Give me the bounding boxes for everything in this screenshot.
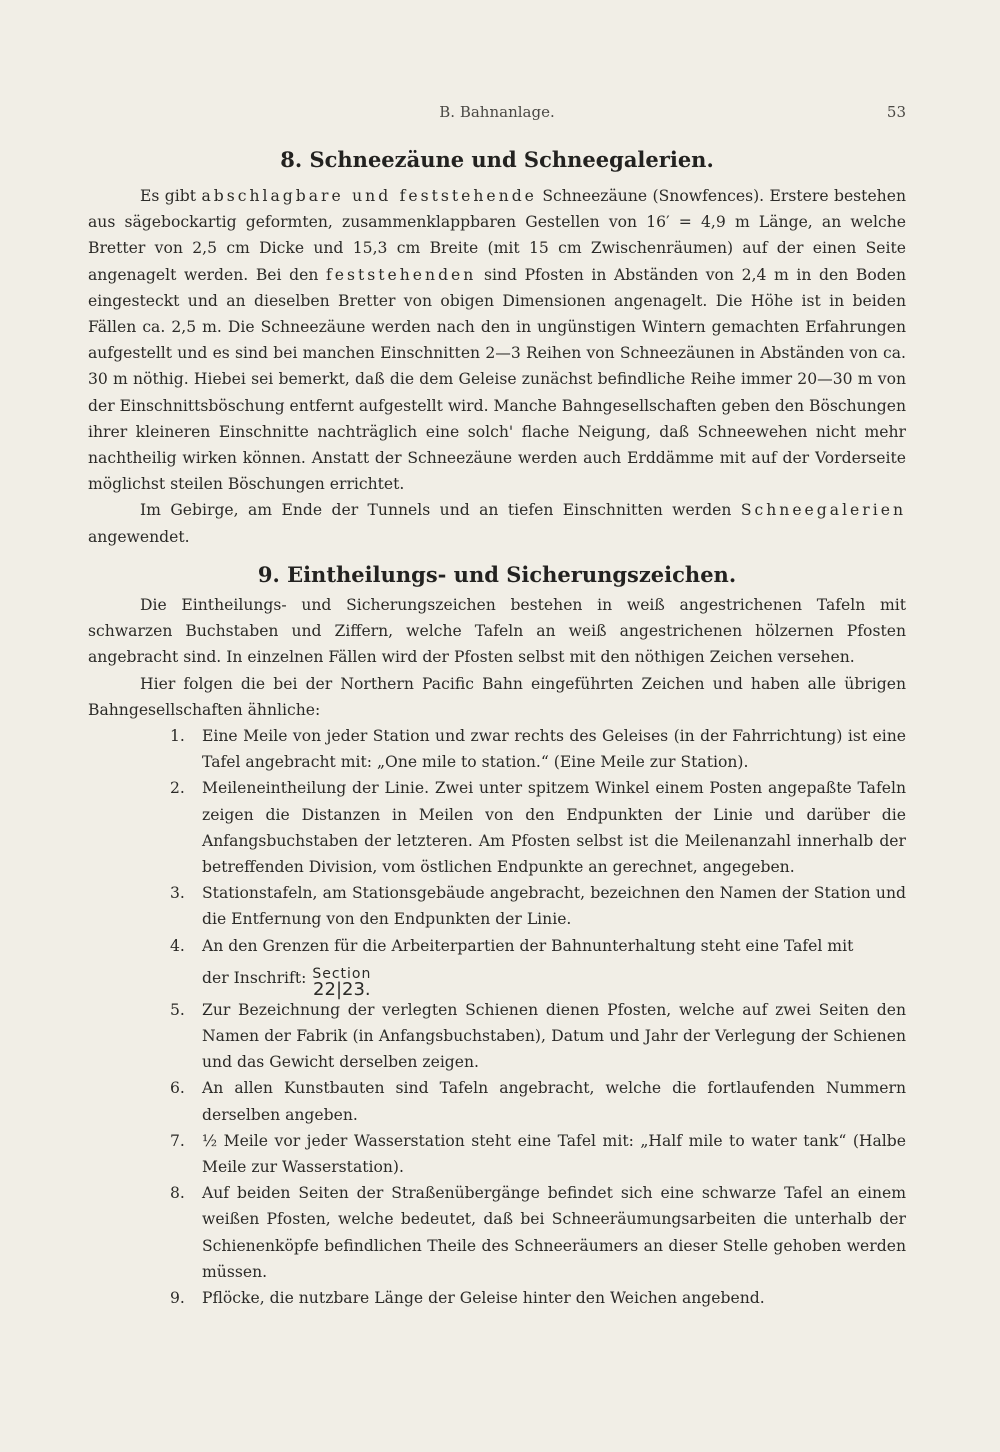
sign-label: Section — [312, 965, 372, 982]
spaced-emphasis: Schneegalerien — [740, 501, 906, 520]
list-item — [88, 1128, 906, 1180]
item-text: Stationstafeln, am Stationsgebäude angebracht, bezeichnen den Namen der Station und die Entfernung von den Endpunkten der Linie. — [202, 884, 906, 929]
list-item — [88, 933, 906, 1000]
item-number: 4. — [170, 936, 185, 955]
item-text: Zur Bezeichnung der verlegten Schienen dienen Pfosten, welche auf zwei Seiten den Namen der Fabrik (in Anfangsbuchstaben), Datum und Jahr der Verlegung der Schienen und das Gewicht derselben zeigen. — [202, 1000, 906, 1072]
list-item — [88, 1285, 906, 1311]
item-text: Auf beiden Seiten der Straßenübergänge befindet sich eine schwarze Tafel an einem weißen Pfosten, welche bedeutet, daß bei Schneeräumungsarbeiten die unterhalb der Schienenköpfe befindlichen Theile des Schneeräumers an dieser Stelle gehoben werden müssen. — [202, 1184, 906, 1281]
item-text: Pflöcke, die nutzbare Länge der Geleise hinter den Weichen angebend. — [202, 1289, 765, 1308]
list-item — [88, 1180, 906, 1285]
item-text: An allen Kunstbauten sind Tafeln angebracht, welche die fortlaufenden Nummern derselben angeben. — [202, 1079, 906, 1124]
paragraph — [88, 497, 906, 549]
spaced-emphasis: abschlagbare und feststehende — [201, 187, 537, 205]
item-number: 9. — [170, 1289, 185, 1308]
list-item — [88, 1075, 906, 1127]
text-run: angewendet. — [88, 527, 190, 546]
list-item — [88, 723, 906, 775]
running-title: B. Bahnanlage. — [439, 103, 555, 121]
section-sign — [312, 966, 371, 998]
item-text: Eine Meile von jeder Station und zwar rechts des Geleises (in der Fahrrichtung) ist eine Tafel angebracht mit: „One mile to station.“ (Eine Meile zur Station). — [202, 727, 906, 772]
item-text: der Inschrift: — [202, 968, 307, 987]
page-header — [88, 103, 906, 127]
item-number: 6. — [170, 1079, 185, 1098]
paragraph: Die Eintheilungs- und Sicherungszeichen bestehen in weiß angestrichenen Tafeln mit schwarzen Buchstaben und Ziffern, welche Tafeln an weiß angestrichenen hölzernen Pfosten angebracht sind. In einzelnen Fällen wird der Pfosten selbst mit den nöthigen Zeichen versehen. — [88, 596, 906, 667]
list-item — [88, 880, 906, 932]
section-8-heading: 8. Schneezäune und Schneegalerien. — [280, 147, 714, 172]
item-number: 5. — [170, 1000, 185, 1019]
sign-list — [88, 723, 906, 1311]
item-text: ½ Meile vor jeder Wasserstation steht eine Tafel mit: „Half mile to water tank“ (Halbe Meile zur Wasserstation). — [202, 1131, 906, 1177]
item-number: 3. — [170, 884, 185, 903]
paragraph: Hier folgen die bei der Northern Pacific Bahn eingeführten Zeichen und haben alle übrigen Bahngesellschaften ähnliche: — [88, 674, 906, 719]
item-text: Meileneintheilung der Linie. Zwei unter spitzem Winkel einem Posten angepaßte Tafeln zeigen die Distanzen in Meilen von den Endpunkten der Linie und darüber die Anfangsbuchstaben der letzteren. Am Pfosten selbst ist die Meilenanzahl innerhalb der betreffenden Division, vom östlichen Endpunkte an gerechnet, angegeben. — [202, 779, 906, 877]
page-number: 53 — [886, 103, 906, 121]
spaced-emphasis: feststehenden — [325, 265, 477, 284]
text-run: Im Gebirge, am Ende der Tunnels und an tiefen Einschnitten werden — [140, 501, 741, 520]
section-9-intro — [88, 592, 906, 723]
text-run: Schneezäune (Snowfences). Erstere bestehen aus sägebockartig geformten, zusammenklappbaren Gestellen von 16′ = 4,9 m Länge, an welche Bretter von 2,5 cm Dicke und 15,3 cm Breite (mit 15 cm Zwischenräumen) auf der einen Seite angenagelt werden. Bei den — [88, 187, 906, 284]
paragraph — [88, 183, 906, 497]
item-number: 7. — [170, 1131, 185, 1150]
inscription-line — [202, 959, 906, 1000]
item-text: An den Grenzen für die Arbeiterpartien der Bahnunterhaltung steht eine Tafel mit — [202, 936, 854, 955]
text-run: Es gibt — [140, 187, 202, 205]
sign-numbers: 22|23. — [313, 978, 371, 1000]
item-number: 1. — [170, 727, 185, 745]
section-8-body — [88, 183, 906, 550]
section-9-heading: 9. Eintheilungs- und Sicherungszeichen. — [257, 562, 737, 587]
text-run: sind Pfosten in Abständen von 2,4 m in den Boden eingesteckt und an dieselben Bretter von obigen Dimensionen angenagelt. Die Höhe ist in beiden Fällen ca. 2,5 m. Die Schneezäune werden nach den in ungünstigen Wintern gemachten Erfahrungen aufgestellt und es sind bei manchen Einschnitten 2—3 Reihen von Schneezäunen in Abständen von ca. 30 m nöthig. Hiebei sei bemerkt, daß die dem Geleise zunächst befindliche Reihe immer 20—30 m von der Einschnittsböschung entfernt aufgestellt wird. Manche Bahngesellschaften geben den Böschungen ihrer kleineren Einschnitte nachträglich eine solch' flache Neigung, daß Schneewehen nicht mehr nachtheilig wirken können. Anstatt der Schneezäune werden auch Erddämme mit auf der Vorderseite möglichst steilen Böschungen errichtet. — [88, 265, 907, 494]
list-item — [88, 775, 906, 880]
item-number: 2. — [170, 779, 185, 798]
item-number: 8. — [170, 1184, 185, 1203]
list-item — [88, 997, 906, 1076]
